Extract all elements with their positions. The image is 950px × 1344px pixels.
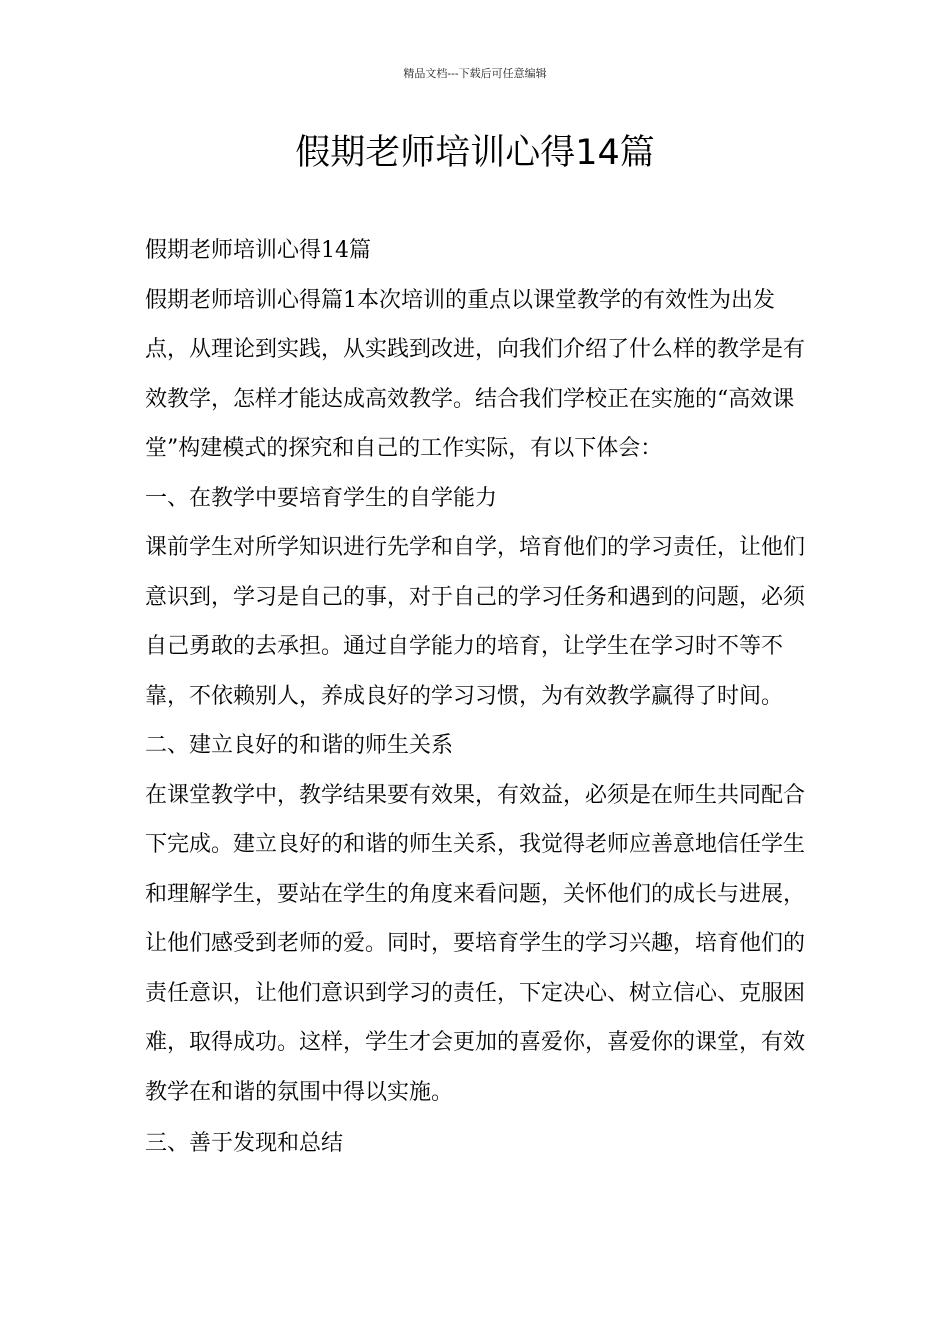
section-heading-2: 二、建立良好的和谐的师生关系 — [145, 733, 454, 758]
subtitle-paragraph: 假期老师培训心得14篇 — [145, 238, 371, 263]
section-paragraph-1: 课前学生对所学知识进行先学和自学，培育他们的学习责任，让他们意识到，学习是自己的事，对于自己的学习任务和遇到的问题，必须自己勇敢的去承担。通过自学能力的培育，让学生在学习时不等不靠，不依赖别人，养成良好的学习习惯，为有效教学赢得了时间。 — [145, 535, 806, 709]
page-header: 精品文档---下载后可任意编辑 — [403, 67, 547, 80]
intro-paragraph: 假期老师培训心得篇1本次培训的重点以课堂教学的有效性为出发点，从理论到实践，从实践到改进，向我们介绍了什么样的教学是有效教学，怎样才能达成高效教学。结合我们学校正在实施的“高效课堂”构建模式的探究和自己的工作实际，有以下体会： — [145, 287, 806, 461]
section-paragraph-2: 在课堂教学中，教学结果要有效果，有效益，必须是在师生共同配合下完成。建立良好的和谐的师生关系，我觉得老师应善意地信任学生和理解学生，要站在学生的角度来看问题，关怀他们的成长与进展，让他们感受到老师的爱。同时，要培育学生的学习兴趣，培育他们的责任意识，让他们意识到学习的责任，下定决心、树立信心、克服困难，取得成功。这样，学生才会更加的喜爱你，喜爱你的课堂，有效教学在和谐的氛围中得以实施。 — [145, 782, 806, 1105]
document-title: 假期老师培训心得14篇 — [295, 133, 655, 173]
section-heading-3: 三、善于发现和总结 — [145, 1131, 344, 1156]
document-body — [145, 226, 807, 1169]
section-heading-1: 一、在教学中要培育学生的自学能力 — [145, 485, 498, 511]
